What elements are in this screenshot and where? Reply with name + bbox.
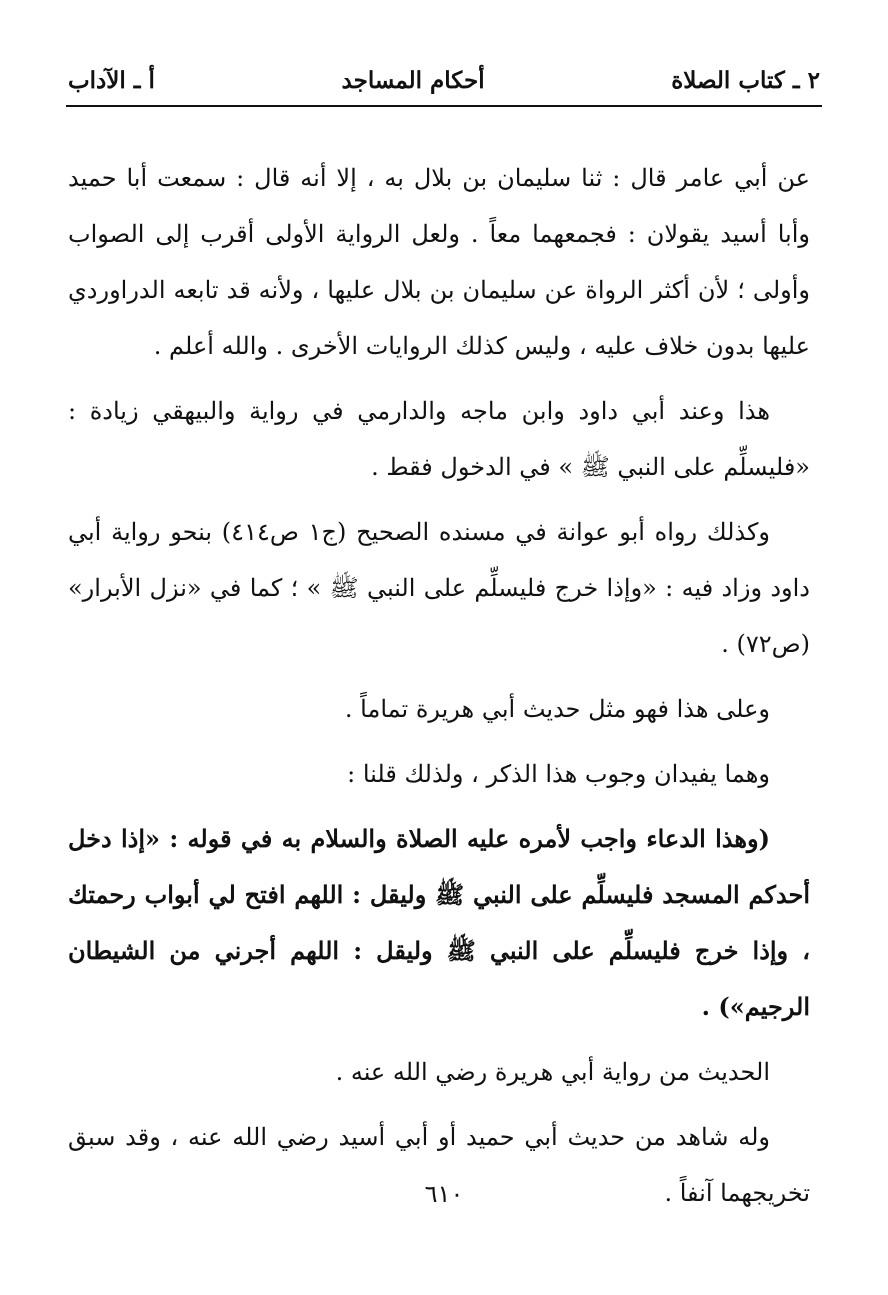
paragraph-4: وعلى هذا فهو مثل حديث أبي هريرة تماماً . [344, 695, 770, 723]
header-chapter: ٢ ـ كتاب الصلاة [671, 66, 820, 94]
page-body [68, 150, 810, 1230]
header-divider [66, 105, 822, 107]
paragraph-3: وكذلك رواه أبو عوانة في مسنده الصحيح (ج١ ص٤١٤) بنحو رواية أبي داود وزاد فيه : «وإذا خرج فليسلِّم على النبي ﷺ » ؛ كما في «نزل الأبرار» (ص٧٢) . [68, 518, 810, 658]
page-number: ٦١٠ [424, 1180, 464, 1208]
running-header [68, 60, 820, 100]
matn-paragraph: (وهذا الدعاء واجب لأمره عليه الصلاة والسلام به في قوله : «إذا دخل أحدكم المسجد فليسلِّم على النبي ﷺ وليقل : اللهم افتح لي أبواب رحمتك ، وإذا خرج فليسلِّم على النبي ﷺ وليقل : اللهم أجرني من الشيطان الرجيم») . [68, 824, 810, 1021]
header-title: أحكام المساجد [341, 66, 485, 94]
paragraph-1: عن أبي عامر قال : ثنا سليمان بن بلال به ، إلا أنه قال : سمعت أبا حميد وأبا أسيد يقولان : فجمعهما معاً . ولعل الرواية الأولى أقرب إلى الصواب وأولى ؛ لأن أكثر الرواة عن سليمان بن بلال عليها ، ولأنه قد تابعه الدراوردي عليها بدون خلاف عليه ، وليس كذلك الروايات الأخرى . والله أعلم . [68, 164, 810, 360]
header-section: أ ـ الآداب [68, 66, 155, 94]
paragraph-8: وله شاهد من حديث أبي حميد أو أبي أسيد رضي الله عنه ، وقد سبق تخريجهما آنفاً . [68, 1123, 810, 1207]
paragraph-2: هذا وعند أبي داود وابن ماجه والدارمي في رواية والبيهقي زيادة : «فليسلِّم على النبي ﷺ » في الدخول فقط . [68, 397, 810, 481]
paragraph-7: الحديث من رواية أبي هريرة رضي الله عنه . [335, 1058, 770, 1086]
paragraph-5: وهما يفيدان وجوب هذا الذكر ، ولذلك قلنا : [347, 760, 770, 788]
